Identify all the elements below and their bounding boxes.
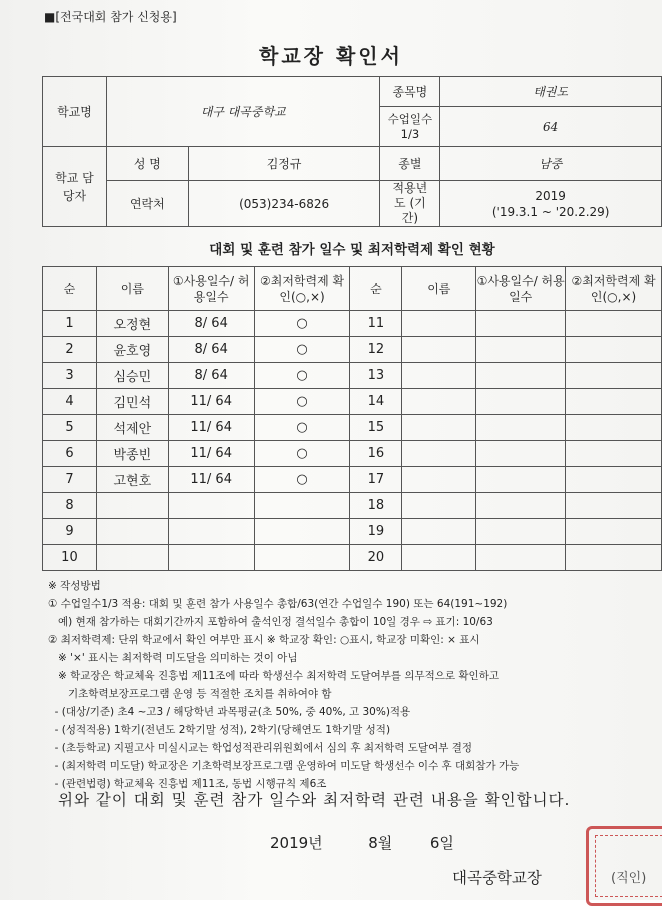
row-name: 박종빈 xyxy=(96,441,168,467)
contact-label: 연락처 xyxy=(106,181,188,227)
row-name: 오정현 xyxy=(96,311,168,337)
header-no: 순 xyxy=(43,267,97,311)
row-days xyxy=(168,493,254,519)
row-check: ○ xyxy=(254,467,350,493)
period-value: ('19.3.1 ~ '20.2.29) xyxy=(491,204,610,219)
row-check xyxy=(566,415,662,441)
days-value: 64 xyxy=(440,107,662,147)
school-name-value: 대구 대곡중학교 xyxy=(106,77,380,147)
row-name xyxy=(96,545,168,571)
row-name xyxy=(402,337,476,363)
row-check xyxy=(566,493,662,519)
row-check xyxy=(566,441,662,467)
row-days: 8/ 64 xyxy=(168,337,254,363)
note-line: ② 최저학력제: 단위 학교에서 확인 여부만 표시 ※ 학교장 확인: ○표시, 학교장 미확인: × 표시 xyxy=(48,634,480,646)
table-row xyxy=(43,337,662,363)
name-value: 김정규 xyxy=(188,147,380,181)
row-days: 11/ 64 xyxy=(168,441,254,467)
note-line: ① 수업일수1/3 적용: 대회 및 훈련 참가 사용일수 총합/63(연간 수업일수 190) 또는 64(191~192) xyxy=(48,598,508,610)
gender-value: 남중 xyxy=(440,147,662,181)
days-label: 수업일수 1/3 xyxy=(380,107,440,147)
date-day: 6일 xyxy=(429,834,454,852)
row-check xyxy=(566,363,662,389)
row-check xyxy=(566,337,662,363)
row-no: 1 xyxy=(43,311,97,337)
row-no: 2 xyxy=(43,337,97,363)
row-no: 19 xyxy=(350,519,402,545)
table-row xyxy=(43,467,662,493)
row-check xyxy=(566,545,662,571)
principal-signature: 대곡중학교장 xyxy=(452,869,542,887)
confirmation-statement: 위와 같이 대회 및 훈련 참가 일수와 최저학력 관련 내용을 확인합니다. xyxy=(58,791,571,809)
table-row xyxy=(43,545,662,571)
signing-date xyxy=(270,832,454,853)
row-name: 윤호영 xyxy=(96,337,168,363)
row-name: 고현호 xyxy=(96,467,168,493)
row-no: 17 xyxy=(350,467,402,493)
row-check xyxy=(254,519,350,545)
row-days xyxy=(476,363,566,389)
year-value: 2019 xyxy=(535,188,566,203)
row-no: 15 xyxy=(350,415,402,441)
row-days xyxy=(476,415,566,441)
row-no: 8 xyxy=(43,493,97,519)
form-type-tag: ■[전국대회 참가 신청용] xyxy=(44,10,177,24)
row-name xyxy=(402,415,476,441)
row-days: 8/ 64 xyxy=(168,363,254,389)
row-days xyxy=(476,337,566,363)
row-no: 20 xyxy=(350,545,402,571)
official-seal-stamp xyxy=(586,826,662,906)
row-no: 10 xyxy=(43,545,97,571)
manager-label: 학교 담당자 xyxy=(43,147,107,227)
row-check: ○ xyxy=(254,389,350,415)
row-no: 13 xyxy=(350,363,402,389)
row-name: 석제안 xyxy=(96,415,168,441)
table-row xyxy=(43,493,662,519)
row-no: 6 xyxy=(43,441,97,467)
name-label: 성 명 xyxy=(106,147,188,181)
row-name xyxy=(402,467,476,493)
section-subtitle: 대회 및 훈련 참가 일수 및 최저학력제 확인 현황 xyxy=(209,242,495,258)
row-name xyxy=(402,519,476,545)
row-name: 심승민 xyxy=(96,363,168,389)
row-no: 18 xyxy=(350,493,402,519)
sport-value: 태권도 xyxy=(440,77,662,107)
writing-instructions xyxy=(48,577,662,793)
row-check: ○ xyxy=(254,415,350,441)
table-row xyxy=(43,363,662,389)
header-name: 이름 xyxy=(402,267,476,311)
row-days xyxy=(476,467,566,493)
row-no: 9 xyxy=(43,519,97,545)
seal-label: (직인) xyxy=(611,871,647,886)
note-line: - (성적적용) 1학기(전년도 2학기말 성적), 2학기(당해연도 1학기말 성적) xyxy=(48,724,391,736)
row-name xyxy=(402,545,476,571)
row-name xyxy=(402,441,476,467)
row-days xyxy=(476,441,566,467)
sport-label: 종목명 xyxy=(380,77,440,107)
note-line: - (최저학력 미도달) 학교장은 기초학력보장프로그램 운영하여 미도달 학생선수 이수 후 대회참가 가능 xyxy=(48,760,520,772)
header-academic: ②최저학력제 확인(○,×) xyxy=(254,267,350,311)
header-no: 순 xyxy=(350,267,402,311)
note-line: ※ 학교장은 학교체육 진흥법 제11조에 따라 학생선수 최저학력 도달여부를 의무적으로 확인하고 xyxy=(48,670,499,682)
row-days xyxy=(476,311,566,337)
row-days xyxy=(168,519,254,545)
row-check xyxy=(566,311,662,337)
row-name xyxy=(402,311,476,337)
row-days: 11/ 64 xyxy=(168,467,254,493)
row-check xyxy=(566,519,662,545)
row-no: 11 xyxy=(350,311,402,337)
table-header-row xyxy=(43,267,662,311)
row-days xyxy=(476,545,566,571)
row-days xyxy=(476,389,566,415)
note-line: 예) 현재 참가하는 대회기간까지 포함하여 출석인정 결석일수 총합이 10일 경우 ⇨ 표기: 10/63 xyxy=(48,616,493,628)
table-row xyxy=(43,519,662,545)
row-days: 11/ 64 xyxy=(168,415,254,441)
row-days xyxy=(476,493,566,519)
year-cell xyxy=(440,181,662,227)
table-row xyxy=(43,389,662,415)
row-check xyxy=(566,389,662,415)
school-info-table xyxy=(42,76,662,227)
note-line: - (대상/기준) 초4 ~고3 / 해당학년 과목평균(초 50%, 중 40%, 고 30%)적용 xyxy=(48,706,411,718)
row-check: ○ xyxy=(254,363,350,389)
row-no: 14 xyxy=(350,389,402,415)
page-title: 학교장 확인서 xyxy=(259,44,403,68)
table-row xyxy=(43,311,662,337)
contact-value: (053)234-6826 xyxy=(188,181,380,227)
row-name xyxy=(96,519,168,545)
row-no: 16 xyxy=(350,441,402,467)
row-check xyxy=(254,545,350,571)
row-no: 4 xyxy=(43,389,97,415)
participation-table xyxy=(42,266,662,571)
row-days xyxy=(476,519,566,545)
row-days xyxy=(168,545,254,571)
header-days: ①사용일수/ 허용일수 xyxy=(168,267,254,311)
row-check xyxy=(254,493,350,519)
note-line: 기초학력보장프로그램 운영 등 적절한 조치를 취하여야 함 xyxy=(48,688,332,700)
year-label: 적용년도 (기간) xyxy=(380,181,440,227)
row-no: 12 xyxy=(350,337,402,363)
row-name: 김민석 xyxy=(96,389,168,415)
row-no: 3 xyxy=(43,363,97,389)
date-month: 8월 xyxy=(368,834,393,852)
row-name xyxy=(96,493,168,519)
row-check xyxy=(566,467,662,493)
row-name xyxy=(402,493,476,519)
row-name xyxy=(402,389,476,415)
note-line: ※ 작성방법 xyxy=(48,580,101,592)
header-academic: ②최저학력제 확인(○,×) xyxy=(566,267,662,311)
header-name: 이름 xyxy=(96,267,168,311)
row-no: 7 xyxy=(43,467,97,493)
school-name-label: 학교명 xyxy=(43,77,107,147)
row-no: 5 xyxy=(43,415,97,441)
row-name xyxy=(402,363,476,389)
row-check: ○ xyxy=(254,441,350,467)
row-check: ○ xyxy=(254,311,350,337)
row-check: ○ xyxy=(254,337,350,363)
gender-label: 종별 xyxy=(380,147,440,181)
date-year: 2019년 xyxy=(270,834,323,852)
note-line: ※ '×' 표시는 최저학력 미도달을 의미하는 것이 아님 xyxy=(48,652,298,664)
note-line: - (관련법령) 학교체육 진흥법 제11조, 동법 시행규칙 제6조 xyxy=(48,778,327,790)
table-row xyxy=(43,441,662,467)
row-days: 8/ 64 xyxy=(168,311,254,337)
table-row xyxy=(43,415,662,441)
note-line: - (초등학교) 지필고사 미실시교는 학업성적관리위원회에서 심의 후 최저학력 도달여부 결정 xyxy=(48,742,472,754)
row-days: 11/ 64 xyxy=(168,389,254,415)
header-days: ①사용일수/ 허용일수 xyxy=(476,267,566,311)
